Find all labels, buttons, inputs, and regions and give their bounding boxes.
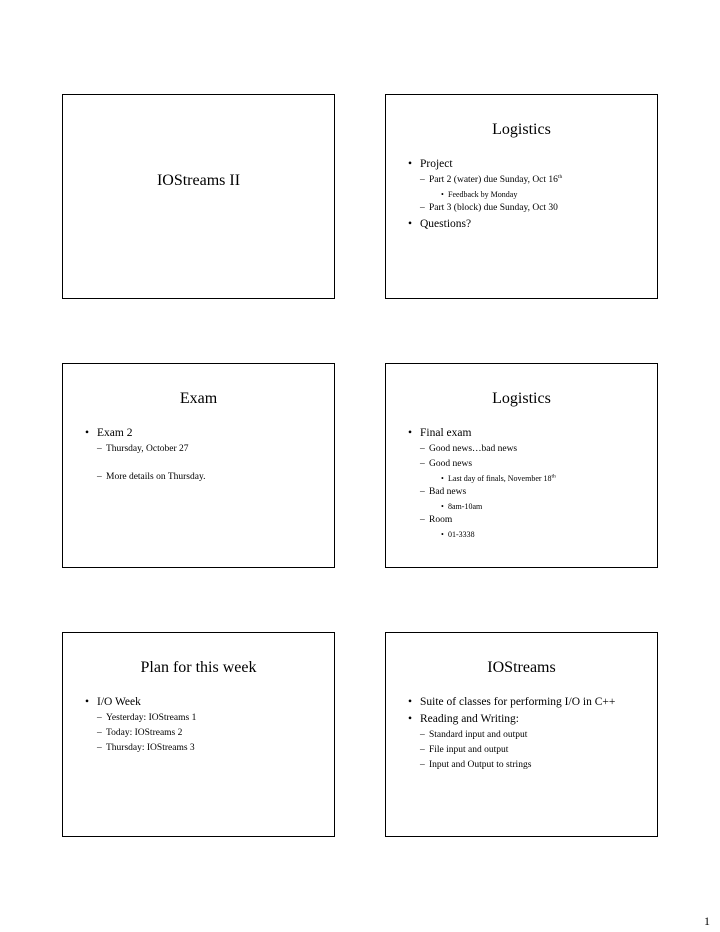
slide-5: [62, 632, 335, 837]
slide-title: Plan for this week: [140, 659, 257, 676]
sub-bullet-room: – Room: [408, 514, 649, 527]
sub-bullet-today: – Today: IOStreams 2: [85, 727, 326, 740]
sub-bullet-standard: – Standard input and output: [408, 729, 649, 742]
slide-2: [385, 94, 658, 299]
sub-sub-bullet-feedback: • Feedback by Monday: [408, 189, 649, 200]
bullet-io-week: • I/O Week: [85, 695, 326, 710]
bullet-exam2: • Exam 2: [85, 426, 326, 441]
slide-title: IOStreams: [487, 659, 556, 676]
sub-bullet-bad-news: – Bad news: [408, 486, 649, 499]
slide-title: Logistics: [492, 121, 551, 138]
sub-sub-bullet-room-number: • 01-3338: [408, 529, 649, 540]
slide-body: [85, 695, 326, 757]
bullet-suite: • Suite of classes for performing I/O in C++: [408, 695, 649, 710]
sub-bullet-good-news: – Good news: [408, 458, 649, 471]
slide-6: [385, 632, 658, 837]
sub-sub-bullet-last-day: [408, 473, 649, 484]
sub-bullet-part3: – Part 3 (block) due Sunday, Oct 30: [408, 202, 649, 215]
bullet-project: • Project: [408, 157, 649, 172]
slide-body: [408, 426, 649, 542]
slide-4: [385, 363, 658, 568]
sub-bullet-good-bad: – Good news…bad news: [408, 443, 649, 456]
sub-bullet-details: – More details on Thursday.: [85, 471, 326, 484]
slide-body: [408, 695, 649, 774]
sub-bullet-yesterday: – Yesterday: IOStreams 1: [85, 712, 326, 725]
last-day-text: Last day of finals, November 18: [448, 474, 552, 483]
bullet-questions: • Questions?: [408, 217, 649, 232]
page-number: 1: [704, 914, 710, 928]
sub-bullet-thursday: – Thursday: IOStreams 3: [85, 742, 326, 755]
part2-superscript: th: [557, 173, 563, 180]
sub-bullet-file: – File input and output: [408, 744, 649, 757]
bullet-reading-writing: • Reading and Writing:: [408, 712, 649, 727]
slide-title: Logistics: [492, 390, 551, 407]
slide-title: IOStreams II: [156, 172, 241, 189]
sub-sub-bullet-time: • 8am-10am: [408, 501, 649, 512]
slide-1: [62, 94, 335, 299]
part2-text: Part 2 (water) due Sunday, Oct 16: [429, 175, 558, 185]
slide-title: Exam: [179, 390, 218, 407]
last-day-superscript: th: [551, 473, 556, 480]
spacer: [85, 458, 326, 471]
bullet-final-exam: • Final exam: [408, 426, 649, 441]
slide-3: [62, 363, 335, 568]
slide-body: [408, 157, 649, 234]
sub-bullet-date: – Thursday, October 27: [85, 443, 326, 456]
slide-body: [85, 426, 326, 486]
sub-bullet-strings: – Input and Output to strings: [408, 759, 649, 772]
sub-bullet-part2: [408, 174, 649, 187]
